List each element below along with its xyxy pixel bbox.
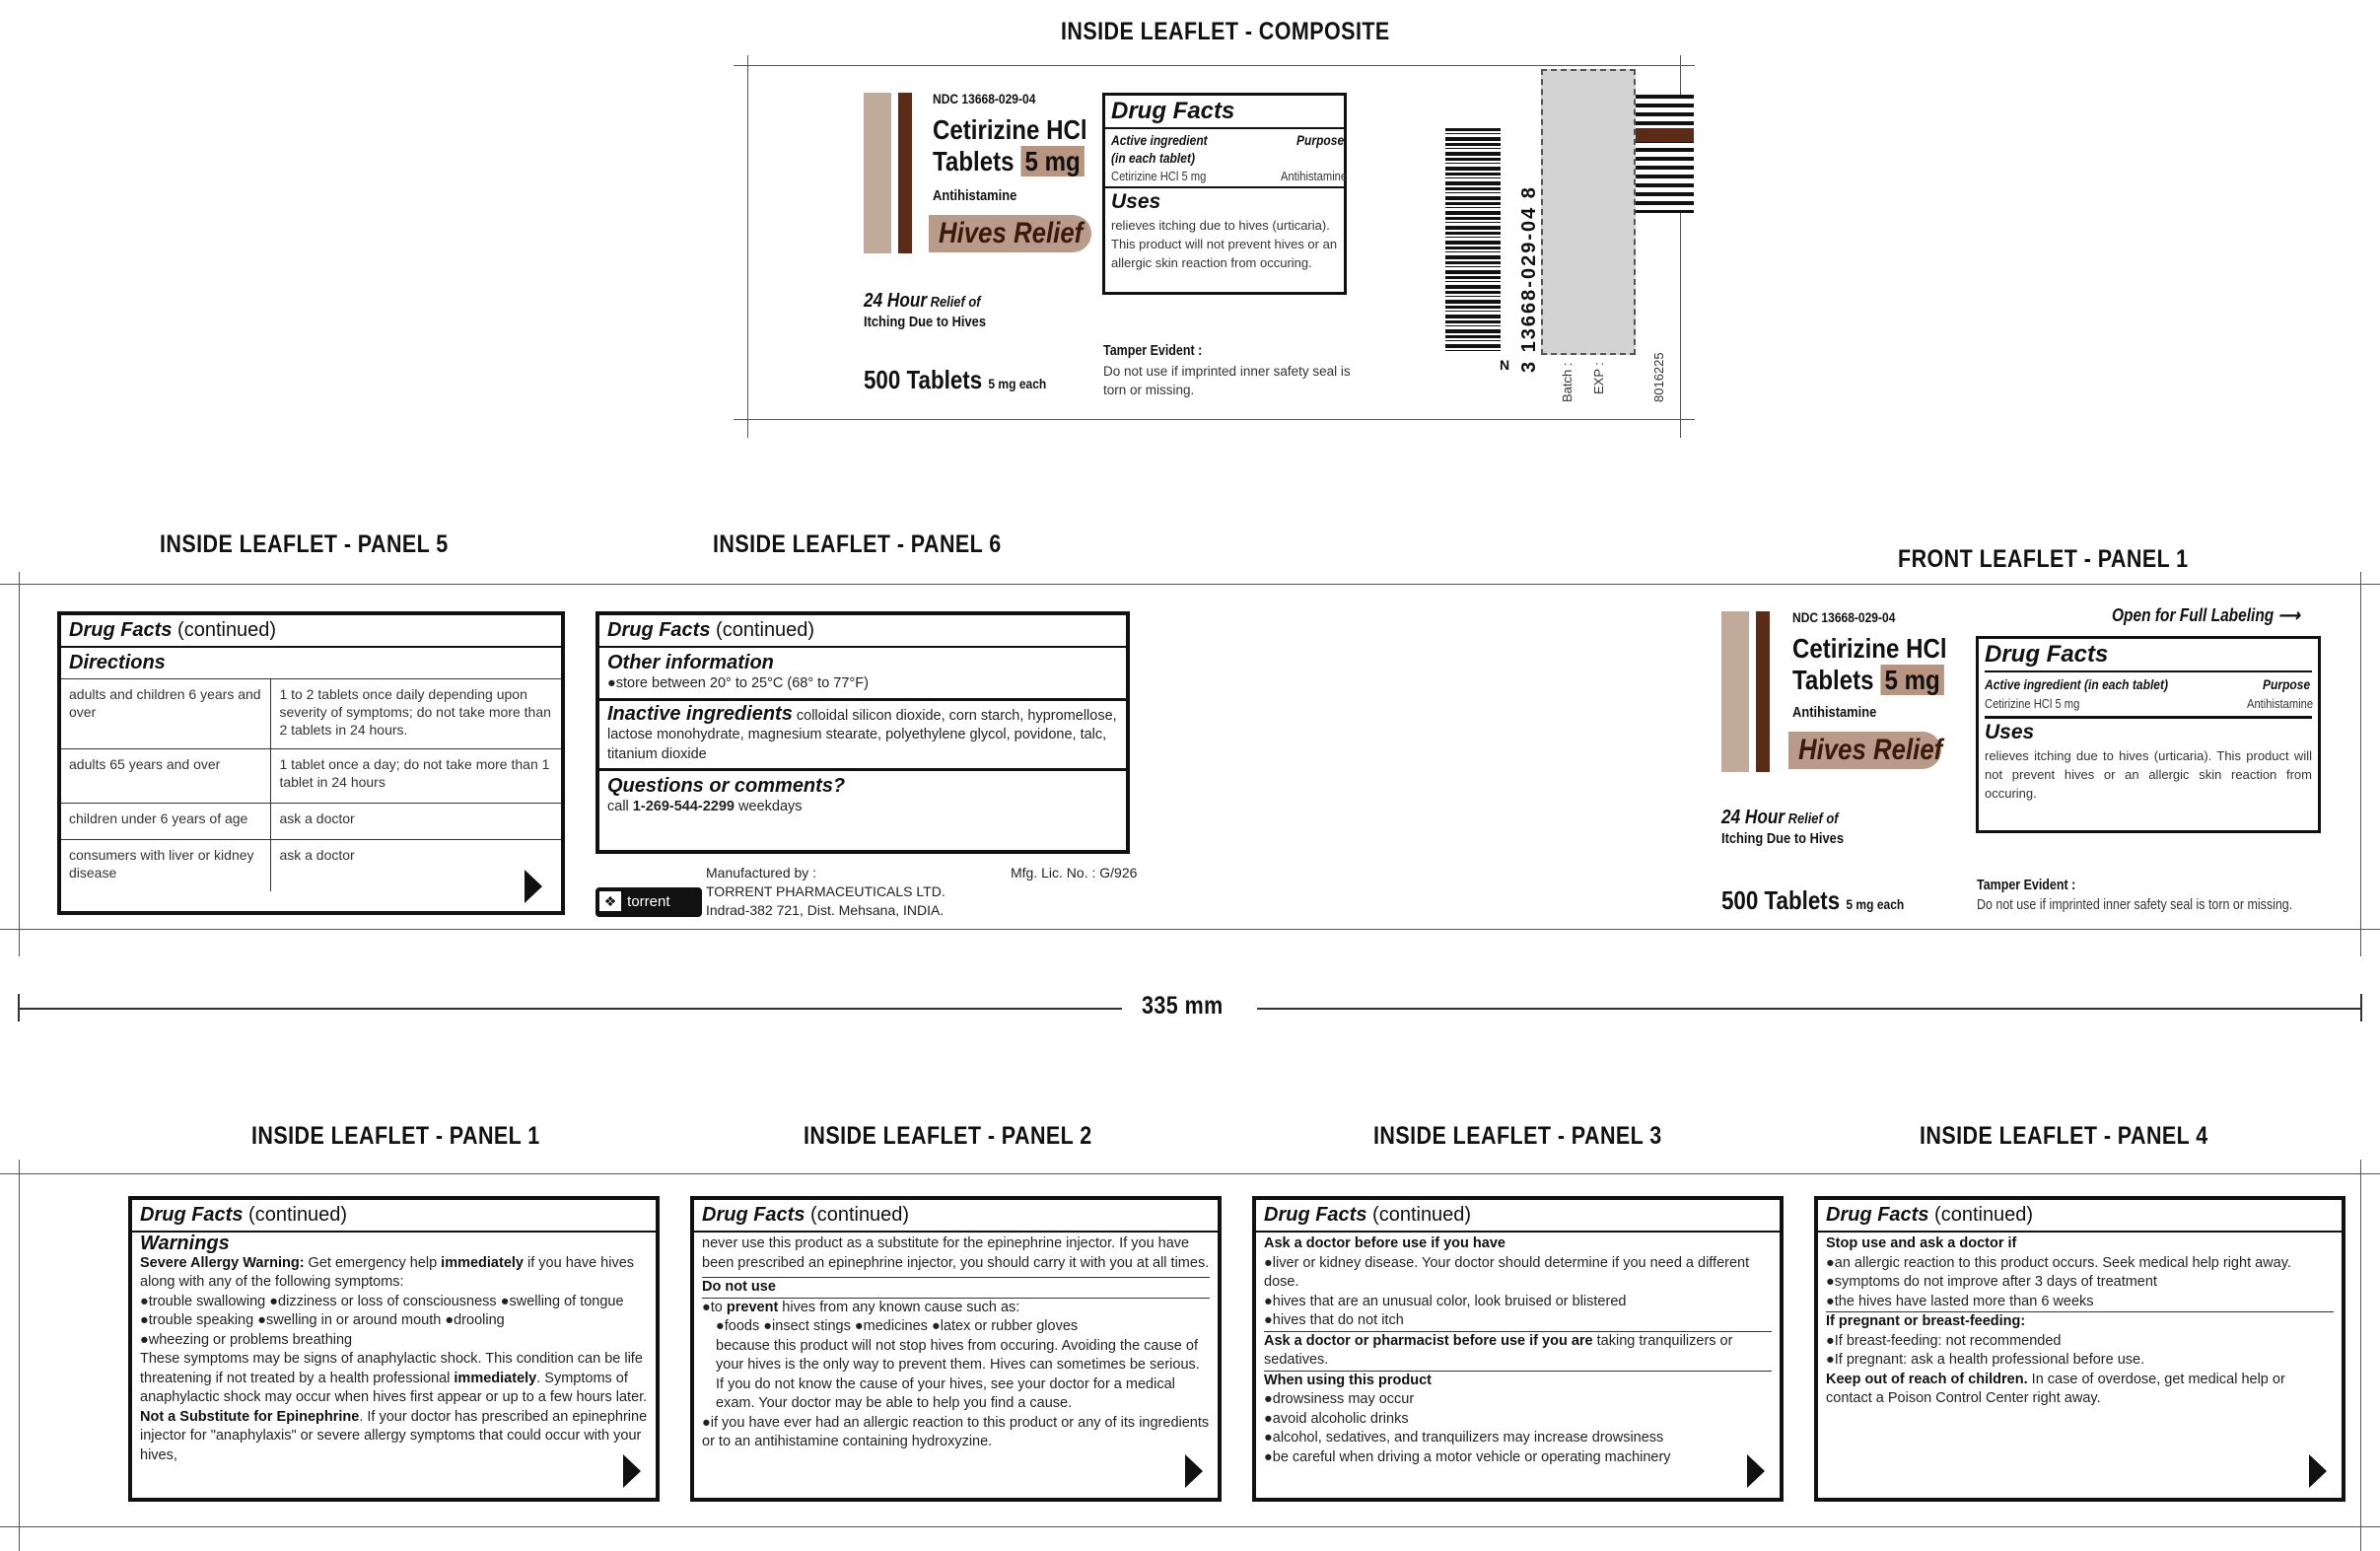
- directions-table: [61, 678, 561, 891]
- trim-line: [0, 1173, 2380, 1174]
- trim-line: [19, 572, 20, 956]
- do-not-use-head: Do not use: [702, 1278, 1210, 1299]
- cause-item: ● medicines: [855, 1318, 928, 1334]
- trim-line: [0, 584, 2380, 585]
- continued-label: (continued): [1372, 1204, 1472, 1226]
- stop-use-item: ● an allergic reaction to this product occurs. Seek medical help right away.: [1826, 1254, 2334, 1274]
- inactive-head: Inactive ingredients: [607, 702, 793, 725]
- pregnant-head: If pregnant or breast-feeding:: [1826, 1313, 2026, 1329]
- drug-facts-title: Drug Facts: [1264, 1204, 1367, 1226]
- symptom-item: ● trouble speaking: [140, 1312, 253, 1328]
- allergy-emphasis: immediately: [441, 1254, 524, 1271]
- tamper-text: Do not use if imprinted inner safety seal is torn or missing.: [1103, 364, 1351, 397]
- cause-item: ● latex or rubber gloves: [932, 1318, 1078, 1334]
- strength-badge: 5 mg: [1020, 146, 1085, 176]
- when-using-head: When using this product: [1264, 1372, 1432, 1388]
- mfg-license: Mfg. Lic. No. : G/926: [1011, 865, 1138, 881]
- panel5-title: INSIDE LEAFLET - PANEL 5: [160, 530, 449, 558]
- when-using-item: ● alcohol, sedatives, and tranquilizers may increase drowsiness: [1264, 1429, 1772, 1448]
- table-cell: ask a doctor: [271, 840, 561, 892]
- continue-arrow-icon: [2309, 1454, 2327, 1488]
- torrent-logo-text: torrent: [627, 893, 670, 910]
- continue-arrow-icon: [525, 870, 542, 903]
- purpose-head: Purpose: [1295, 132, 1345, 148]
- drug-facts-title: Drug Facts: [1985, 639, 2312, 672]
- table-cell: 1 to 2 tablets once daily depending upon severity of symptoms; do not take more than 2 tablets in 24 hours.: [271, 679, 561, 749]
- panel4-title: INSIDE LEAFLET - PANEL 4: [1920, 1122, 2208, 1150]
- table-cell: adults 65 years and over: [61, 749, 271, 804]
- pregnant-item: ● If pregnant: ask a health professional before use.: [1826, 1351, 2334, 1371]
- drug-facts-title: Drug Facts: [140, 1204, 244, 1226]
- drug-facts-title: Drug Facts: [607, 619, 711, 641]
- active-ingredient-sub: (in each tablet): [1111, 150, 1195, 166]
- dimension-tick: [2360, 994, 2362, 1022]
- table-cell: children under 6 years of age: [61, 804, 271, 840]
- drug-form: Tablets: [933, 146, 1015, 176]
- trim-line: [734, 65, 1695, 66]
- active-ingredient-sub: (in each tablet): [2084, 676, 2169, 692]
- panel2-box: [690, 1196, 1222, 1502]
- uses-head: Uses: [1985, 721, 2035, 743]
- prevent-text: hives from any known cause such as:: [778, 1299, 1020, 1315]
- when-using-item: ● be careful when driving a motor vehicle or operating machinery: [1264, 1448, 1772, 1468]
- cause-item: ● foods: [716, 1318, 759, 1334]
- manufacturer-block: [706, 864, 945, 920]
- inside-panel1-box: [128, 1196, 660, 1502]
- purpose-value: Antihistamine: [1280, 169, 1348, 183]
- phone-number: 1-269-544-2299: [632, 799, 735, 814]
- relief-hours: 24 Hour: [864, 290, 928, 312]
- ask-doctor-item: ● hives that are an unusual color, look bruised or blistered: [1264, 1293, 1772, 1312]
- continued-label: (continued): [177, 619, 277, 641]
- tamper-title: Tamper Evident :: [1977, 878, 2076, 893]
- allergy-warning-label: Severe Allergy Warning:: [140, 1254, 305, 1271]
- company-name: TORRENT PHARMACEUTICALS LTD.: [706, 883, 945, 899]
- trim-line: [0, 1526, 2380, 1527]
- active-ingredient-value: Cetirizine HCl 5 mg: [1985, 696, 2080, 711]
- drug-name: Cetirizine HCl: [1792, 633, 1947, 664]
- relief-text-2: Itching Due to Hives: [864, 314, 987, 330]
- uses-head: Uses: [1111, 190, 1161, 213]
- when-using-item: ● drowsiness may occur: [1264, 1390, 1772, 1410]
- not-substitute-label: Not a Substitute for Epinephrine: [140, 1408, 360, 1425]
- keep-out-head: Keep out of reach of children.: [1826, 1371, 2028, 1387]
- epinephrine-text: never use this product as a substitute for the epinephrine injector. If you have been prescribed an epinephrine injector, you should carry it with you at all times.: [702, 1234, 1210, 1278]
- dimension-line: [18, 1008, 1122, 1010]
- anaphylaxis-emphasis: immediately: [454, 1370, 537, 1386]
- stop-use-item: ● the hives have lasted more than 6 weeks: [1826, 1293, 2334, 1313]
- barcode-digits: 3 13668-029-04 8: [1518, 185, 1540, 373]
- panel5-box: [57, 611, 565, 915]
- tablet-count: 500 Tablets: [1721, 885, 1841, 915]
- purpose-value: Antihistamine: [2246, 696, 2314, 711]
- continued-label: (continued): [1934, 1204, 2034, 1226]
- ndc-number: NDC 13668-029-04: [933, 91, 1036, 106]
- table-row: [61, 749, 561, 804]
- anaphylaxis-text: These symptoms may be signs of anaphylactic shock. This condition can be life threatening if not treated by a health professional: [140, 1351, 643, 1386]
- panel4-box: [1814, 1196, 2345, 1502]
- ndc-number: NDC 13668-029-04: [1792, 609, 1896, 625]
- drug-facts-title: Drug Facts: [69, 619, 173, 641]
- open-for-labeling: [2112, 605, 2300, 626]
- symptom-item: ● trouble swallowing: [140, 1294, 265, 1309]
- composite-title: INSIDE LEAFLET - COMPOSITE: [1061, 18, 1390, 45]
- barcode-n: N: [1500, 357, 1510, 373]
- table-row: [61, 840, 561, 892]
- symptom-item: ● swelling in or around mouth: [257, 1312, 441, 1328]
- ask-doctor-item: ● hives that do not itch: [1264, 1311, 1772, 1332]
- uses-text: relieves itching due to hives (urticaria). This product will not prevent hives or an allergic skin reaction from occuring.: [1111, 218, 1338, 270]
- warnings-head: Warnings: [140, 1233, 230, 1254]
- drug-category: Antihistamine: [933, 187, 1017, 204]
- barcode: [1445, 128, 1501, 351]
- composite-label: [864, 91, 1090, 436]
- panel6-box: [595, 611, 1130, 854]
- batch-label: Batch :: [1560, 362, 1575, 402]
- front-panel1-title: FRONT LEAFLET - PANEL 1: [1898, 545, 2189, 573]
- relief-hours: 24 Hour: [1721, 807, 1785, 828]
- pregnant-item: ● If breast-feeding: not recommended: [1826, 1332, 2334, 1352]
- tablet-count: 500 Tablets: [864, 365, 983, 394]
- panel1-title: INSIDE LEAFLET - PANEL 1: [251, 1122, 540, 1150]
- drug-name: Cetirizine HCl: [933, 114, 1087, 145]
- panel2-title: INSIDE LEAFLET - PANEL 2: [804, 1122, 1092, 1150]
- torrent-logo-icon: ❖: [599, 891, 621, 911]
- drug-category: Antihistamine: [1792, 704, 1877, 721]
- trim-line: [2360, 572, 2361, 956]
- manufactured-by: Manufactured by :: [706, 865, 817, 881]
- ask-doctor-item: ● liver or kidney disease. Your doctor should determine if you need a different dose.: [1264, 1254, 1772, 1293]
- questions-head: Questions or comments?: [607, 775, 846, 797]
- open-for-text: Open for Full Labeling: [2112, 605, 2275, 625]
- trim-line: [19, 1160, 20, 1551]
- inactive-text: colloidal silicon dioxide, corn starch, hypromellose, lactose monohydrate, magnesium stearate, polyethylene glycol, povidone, talc, titanium dioxide: [607, 707, 1117, 762]
- panel3-box: [1252, 1196, 1784, 1502]
- hives-relief-banner: Hives Relief: [1788, 732, 1941, 769]
- trim-line: [0, 929, 2380, 930]
- ask-pharmacist-head: Ask a doctor or pharmacist before use if you are: [1264, 1332, 1593, 1349]
- ask-pharmacist-text: taking tranquilizers or sedatives.: [1264, 1332, 1733, 1368]
- drug-facts-title: Drug Facts: [1105, 96, 1344, 129]
- uses-text: relieves itching due to hives (urticaria). This product will not prevent hives or an allergic skin reaction from occuring.: [1985, 748, 2312, 801]
- drug-facts-box: [1102, 93, 1347, 295]
- tablet-each: 5 mg each: [1846, 896, 1905, 912]
- allergy-text: Get emergency help: [304, 1254, 442, 1271]
- keep-out-text: In case of overdose, get medical help or contact a Poison Control Center right away.: [1826, 1371, 2285, 1406]
- table-cell: ask a doctor: [271, 804, 561, 840]
- exp-label: EXP :: [1591, 361, 1606, 394]
- tablet-each: 5 mg each: [988, 376, 1047, 391]
- table-cell: 1 tablet once a day; do not take more than 1 tablet in 24 hours: [271, 749, 561, 804]
- symptom-item: ● swelling of tongue: [501, 1294, 624, 1309]
- ask-doctor-head: Ask a doctor before use if you have: [1264, 1235, 1505, 1251]
- because-text: because this product will not stop hives from occuring. Avoiding the cause of your hives is the only way to prevent them. Hives can sometimes be serious. If you do not know the cause of your hives, see your doctor for a medical exam. Your doctor may be able to help you find a cause.: [716, 1337, 1200, 1411]
- code-number: 8016225: [1651, 352, 1666, 402]
- continued-label: (continued): [248, 1204, 348, 1226]
- active-ingredient-value: Cetirizine HCl 5 mg: [1111, 169, 1207, 183]
- panel3-title: INSIDE LEAFLET - PANEL 3: [1373, 1122, 1662, 1150]
- anaphylaxis-text: . Symptoms of anaphylactic shock may occur when hives first appear or up to a few hours later.: [140, 1370, 648, 1405]
- purpose-head: Purpose: [2262, 676, 2311, 692]
- allergy-text: if you have hives along with any of the following symptoms:: [140, 1254, 635, 1290]
- stop-use-head: Stop use and ask a doctor if: [1826, 1235, 2017, 1251]
- other-info-text: ● store between 20° to 25°C (68° to 77°F): [607, 674, 1118, 694]
- dimension-label: 335 mm: [1142, 992, 1224, 1020]
- dimension-line: [1257, 1008, 2361, 1010]
- continue-arrow-icon: [1747, 1454, 1765, 1488]
- batch-exp-box: [1541, 69, 1636, 355]
- continued-label: (continued): [810, 1204, 910, 1226]
- tamper-text: Do not use if imprinted inner safety seal is torn or missing.: [1977, 897, 2293, 913]
- trim-line: [747, 55, 748, 438]
- continue-arrow-icon: [1185, 1454, 1203, 1488]
- dimension-tick: [18, 994, 20, 1022]
- panel6-title: INSIDE LEAFLET - PANEL 6: [713, 530, 1002, 558]
- color-bar-brown: [1636, 128, 1694, 142]
- continue-arrow-icon: [623, 1454, 641, 1488]
- color-bars: [1636, 95, 1694, 213]
- relief-text: Relief of: [1785, 811, 1839, 827]
- other-info-head: Other information: [607, 652, 774, 673]
- drug-facts-title: Drug Facts: [702, 1204, 805, 1226]
- stop-use-item: ● symptoms do not improve after 3 days of treatment: [1826, 1273, 2334, 1293]
- reaction-text: ● if you have ever had an allergic reaction to this product or any of its ingredients or to an antihistamine containing hydroxyzine.: [702, 1414, 1210, 1452]
- trim-line: [2360, 1160, 2361, 1551]
- torrent-logo: [595, 887, 702, 917]
- not-substitute-text: . If your doctor has prescribed an epinephrine injector for "anaphylaxis" or severe allergy symptoms that could occur with your hives,: [140, 1408, 648, 1463]
- weekdays-text: weekdays: [735, 799, 803, 814]
- drug-facts-box: [1976, 636, 2321, 833]
- table-cell: adults and children 6 years and over: [61, 679, 271, 749]
- tamper-title: Tamper Evident :: [1103, 343, 1203, 359]
- table-row: [61, 804, 561, 840]
- active-ingredient-head: Active ingredient: [1111, 132, 1208, 148]
- arrow-right-icon: ⟶: [2277, 605, 2300, 625]
- front-label: [1721, 609, 1948, 921]
- symptom-item: ● dizziness or loss of consciousness: [269, 1294, 496, 1309]
- relief-text: Relief of: [927, 294, 981, 311]
- cause-item: ● insect stings: [763, 1318, 851, 1334]
- table-cell: consumers with liver or kidney disease: [61, 840, 271, 892]
- drug-facts-title: Drug Facts: [1826, 1204, 1929, 1226]
- prevent-emphasis: prevent: [726, 1299, 779, 1315]
- when-using-item: ● avoid alcoholic drinks: [1264, 1410, 1772, 1430]
- call-text: call: [607, 799, 633, 814]
- active-ingredient-head: Active ingredient: [1985, 676, 2081, 692]
- symptom-item: ● wheezing or problems breathing: [140, 1332, 352, 1348]
- relief-text-2: Itching Due to Hives: [1721, 830, 1845, 847]
- strength-badge: 5 mg: [1880, 665, 1944, 695]
- symptom-item: ● drooling: [445, 1312, 504, 1328]
- hives-relief-banner: Hives Relief: [929, 215, 1091, 252]
- prevent-text: to: [710, 1299, 727, 1315]
- table-row: [61, 679, 561, 749]
- drug-form: Tablets: [1792, 665, 1874, 695]
- continued-label: (continued): [716, 619, 815, 641]
- directions-head: Directions: [69, 652, 166, 673]
- company-address: Indrad-382 721, Dist. Mehsana, INDIA.: [706, 902, 945, 918]
